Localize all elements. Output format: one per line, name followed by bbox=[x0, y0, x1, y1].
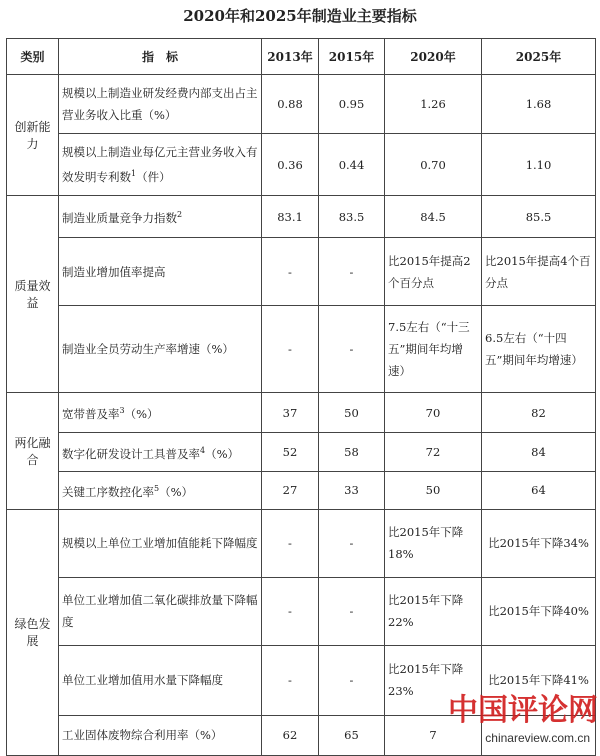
table-row bbox=[7, 306, 596, 393]
value-2020: 0.70 bbox=[385, 134, 482, 196]
value-2020: 7.5左右（“十三五”期间年均增速） bbox=[385, 306, 482, 393]
watermark-logo bbox=[438, 692, 598, 754]
indicator-cell: 工业固体废物综合利用率（%） bbox=[59, 715, 262, 755]
value-2020: 70 bbox=[385, 393, 482, 433]
value-2025: 比2015年下降34% bbox=[482, 509, 596, 577]
indicator-cell: 关键工序数控化率$^5$（%） bbox=[59, 471, 262, 509]
value-2013: - bbox=[262, 577, 319, 645]
header-2015: 2015年 bbox=[319, 39, 385, 75]
value-2015: - bbox=[319, 306, 385, 393]
category-cell: 两化融合 bbox=[7, 393, 59, 510]
value-2015: 58 bbox=[319, 433, 385, 471]
header-2025: 2025年 bbox=[482, 39, 596, 75]
header-row bbox=[7, 39, 596, 75]
header-category: 类别 bbox=[7, 39, 59, 75]
value-2025: 82 bbox=[482, 393, 596, 433]
value-2015: 50 bbox=[319, 393, 385, 433]
indicator-cell: 数字化研发设计工具普及率$^4$（%） bbox=[59, 433, 262, 471]
value-2015: 33 bbox=[319, 471, 385, 509]
value-2013: - bbox=[262, 306, 319, 393]
value-2013: 37 bbox=[262, 393, 319, 433]
value-2013: 27 bbox=[262, 471, 319, 509]
value-2015: - bbox=[319, 645, 385, 715]
table-row bbox=[7, 75, 596, 134]
page-title: 2020年和2025年制造业主要指标 bbox=[183, 7, 417, 25]
value-2025: 64 bbox=[482, 471, 596, 509]
value-2025: 比2015年下降41% bbox=[482, 645, 596, 715]
category-cell: 质量效益 bbox=[7, 195, 59, 392]
value-2020: 1.26 bbox=[385, 75, 482, 134]
value-2013: - bbox=[262, 645, 319, 715]
watermark-chinese: 中国评论网 bbox=[448, 693, 598, 728]
value-2015: 0.44 bbox=[319, 134, 385, 196]
indicator-cell: 单位工业增加值用水量下降幅度 bbox=[59, 645, 262, 715]
value-2025: 84 bbox=[482, 433, 596, 471]
value-2025: 1.68 bbox=[482, 75, 596, 134]
value-2015: - bbox=[319, 577, 385, 645]
table-row bbox=[7, 134, 596, 196]
category-cell: 创新能力 bbox=[7, 75, 59, 196]
value-2020: 比2015年下降23% bbox=[385, 645, 482, 715]
value-2015: 0.95 bbox=[319, 75, 385, 134]
value-2025: 6.5左右（“十四五”期间年均增速） bbox=[482, 306, 596, 393]
value-2015: - bbox=[319, 238, 385, 306]
category-cell: 绿色发展 bbox=[7, 509, 59, 755]
indicator-cell: 宽带普及率$^3$（%） bbox=[59, 393, 262, 433]
value-2015: 83.5 bbox=[319, 195, 385, 237]
footnote-marker: 3 bbox=[119, 406, 125, 416]
value-2020: 比2015年下降22% bbox=[385, 577, 482, 645]
value-2015: - bbox=[319, 509, 385, 577]
indicators-table bbox=[6, 38, 596, 756]
table-row bbox=[7, 509, 596, 577]
indicator-cell: 规模以上制造业研发经费内部支出占主营业务收入比重（%） bbox=[59, 75, 262, 134]
value-2013: 62 bbox=[262, 715, 319, 755]
header-2020: 2020年 bbox=[385, 39, 482, 75]
value-2013: 0.36 bbox=[262, 134, 319, 196]
watermark-url: chinareview.com.cn bbox=[485, 731, 590, 745]
header-2013: 2013年 bbox=[262, 39, 319, 75]
table-row bbox=[7, 471, 596, 509]
indicator-cell: 制造业全员劳动生产率增速（%） bbox=[59, 306, 262, 393]
indicator-cell: 制造业质量竞争力指数$^2$ bbox=[59, 195, 262, 237]
value-2020: 比2015年提高2个百分点 bbox=[385, 238, 482, 306]
footnote-marker: 4 bbox=[200, 445, 206, 455]
value-2025: 85.5 bbox=[482, 195, 596, 237]
table-row bbox=[7, 238, 596, 306]
value-2025: 比2015年提高4个百分点 bbox=[482, 238, 596, 306]
value-2020: 比2015年下降18% bbox=[385, 509, 482, 577]
indicator-cell: 规模以上制造业每亿元主营业务收入有效发明专利数$^1$（件） bbox=[59, 134, 262, 196]
header-indicator: 指 标 bbox=[59, 39, 262, 75]
indicator-cell: 制造业增加值率提高 bbox=[59, 238, 262, 306]
footnote-marker: 5 bbox=[154, 483, 160, 493]
table-row bbox=[7, 195, 596, 237]
table-row bbox=[7, 577, 596, 645]
indicator-cell: 规模以上单位工业增加值能耗下降幅度 bbox=[59, 509, 262, 577]
footnote-marker: 2 bbox=[177, 210, 183, 220]
value-2025: 1.10 bbox=[482, 134, 596, 196]
table-row bbox=[7, 393, 596, 433]
value-2013: - bbox=[262, 238, 319, 306]
footnote-marker: 1 bbox=[131, 169, 137, 179]
value-2025: 比2015年下降40% bbox=[482, 577, 596, 645]
indicator-cell: 单位工业增加值二氧化碳排放量下降幅度 bbox=[59, 577, 262, 645]
value-2020: 84.5 bbox=[385, 195, 482, 237]
table-row bbox=[7, 433, 596, 471]
value-2013: 52 bbox=[262, 433, 319, 471]
value-2020: 72 bbox=[385, 433, 482, 471]
value-2013: 0.88 bbox=[262, 75, 319, 134]
value-2013: - bbox=[262, 509, 319, 577]
value-2020: 7 bbox=[385, 715, 482, 755]
value-2013: 83.1 bbox=[262, 195, 319, 237]
value-2015: 65 bbox=[319, 715, 385, 755]
value-2020: 50 bbox=[385, 471, 482, 509]
